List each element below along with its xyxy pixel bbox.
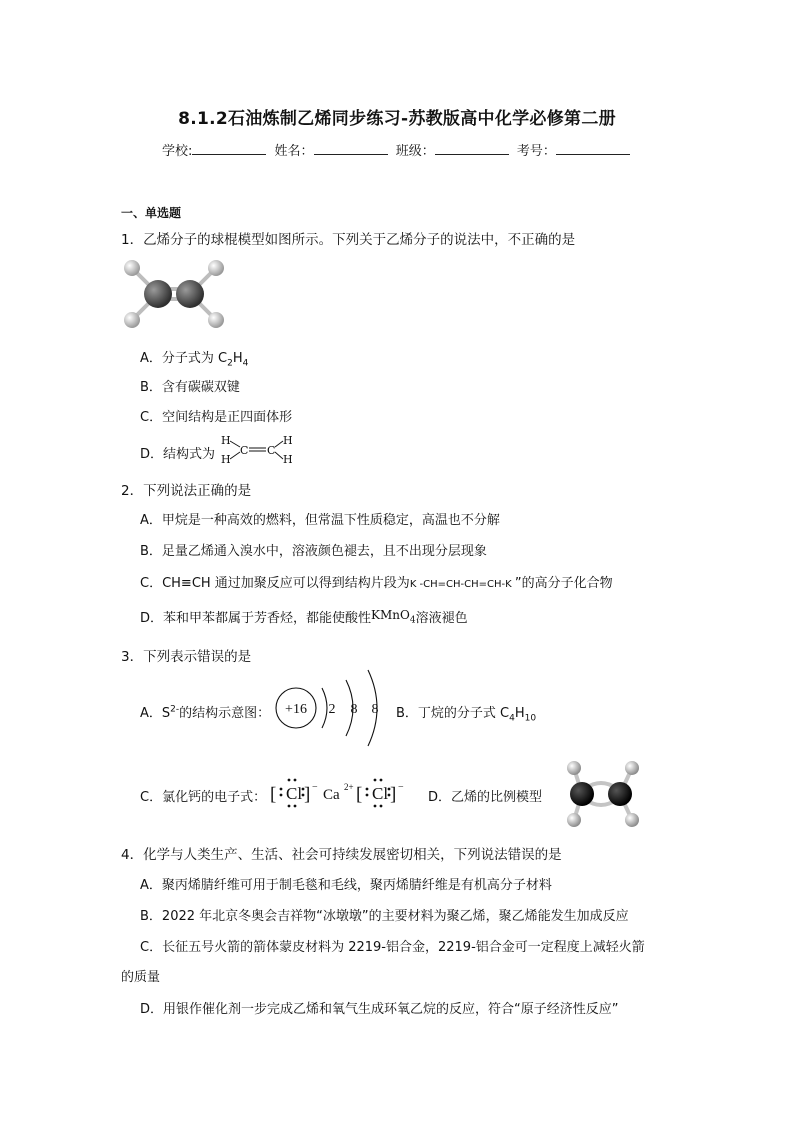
svg-text:Cl: Cl [372,784,389,803]
q2-option-a[interactable]: A．甲烷是一种高效的燃料，但常温下性质稳定，高温也不分解 [140,513,500,528]
svg-text:−: − [398,782,404,793]
shell-1-count: 2 [328,702,336,717]
svg-text:]: ] [390,784,397,805]
school-label: 学校: [162,144,193,159]
ethylene-structural-formula [218,432,294,466]
svg-text:H: H [221,434,231,447]
polymer-fragment: K -CH=CH-CH=CH-K [409,579,515,590]
info-line [162,140,634,159]
name-label: 姓名： [274,144,314,159]
q1-option-a[interactable]: A．分子式为 $C_2H_4$ [140,351,249,369]
page-title: 8.1.2石油炼制乙烯同步练习-苏教版高中化学必修第二册 [178,109,616,129]
class-blank[interactable] [435,142,509,155]
class-label: 班级： [395,144,435,159]
shell-2-count: 8 [350,702,358,717]
q3-stem: 3．下列表示错误的是 [121,649,252,665]
number-label: 考号： [516,144,556,159]
svg-text:2+: 2+ [344,782,354,792]
svg-text:C: C [267,444,276,457]
svg-text:C: C [240,444,249,457]
calcium-chloride-electron-formula [268,773,418,811]
school-blank[interactable] [192,142,266,155]
number-blank[interactable] [556,142,630,155]
q3-option-c[interactable]: C．氯化钙的电子式： [140,790,267,805]
q1-option-d[interactable]: D．结构式为 [140,447,216,462]
svg-text:[: [ [356,784,363,805]
ethylene-space-filling-image [560,758,656,832]
nucleus-label: +16 [285,702,307,717]
q3-option-a[interactable]: A．$S^{2-}$的结构示意图： [140,704,271,721]
q4-option-a[interactable]: A．聚丙烯腈纤维可用于制毛毯和毛线，聚丙烯腈纤维是有机高分子材料 [140,878,552,893]
q4-stem: 4．化学与人类生产、生活、社会可持续发展密切相关，下列说法错误的是 [121,847,562,863]
svg-text:]: ] [304,784,311,805]
svg-text:Cl: Cl [286,784,303,803]
q3-option-d[interactable]: D．乙烯的比例模型 [428,790,543,805]
sulfide-ion-structure-diagram [272,666,384,750]
kmno4-formula: KMnO$_4$ [371,608,416,626]
q2-option-b[interactable]: B．足量乙烯通入溴水中，溶液颜色褪去，且不出现分层现象 [140,544,487,559]
shell-3-count: 8 [371,702,379,717]
svg-text:[: [ [270,784,277,805]
q2-stem: 2．下列说法正确的是 [121,483,252,499]
svg-text:−: − [312,782,318,793]
q4-option-c[interactable]: C．长征五号火箭的箭体蒙皮材料为 2219-铝合金，2219-铝合金可一定程度上减轻火箭 [140,940,645,955]
q1-option-b[interactable]: B．含有碳碳双键 [140,380,240,395]
q2-option-d[interactable]: D．苯和甲苯都属于芳香烃，都能使酸性KMnO$_4$溶液褪色 [140,608,468,626]
q2-option-c[interactable]: C．CH≡CH 通过加聚反应可以得到结构片段为K -CH=CH-CH=CH-K ”的高分子化合物 [140,576,613,591]
svg-text:H: H [283,453,293,466]
q4-option-b[interactable]: B．2022 年北京冬奥会吉祥物“冰墩墩”的主要材料为聚乙烯，聚乙烯能发生加成反应 [140,909,629,924]
q1-option-c[interactable]: C．空间结构是正四面体形 [140,410,293,425]
svg-text:H: H [221,453,231,466]
section-heading: 一、单选题 [121,206,182,220]
q3-option-b[interactable]: B．丁烷的分子式 $C_4H_{10}$ [396,706,537,724]
q1-stem: 1．乙烯分子的球棍模型如图所示。下列关于乙烯分子的说法中，不正确的是 [121,232,576,248]
svg-text:Ca: Ca [323,787,340,803]
q4-option-d[interactable]: D．用银作催化剂一步完成乙烯和氧气生成环氧乙烷的反应，符合“原子经济性反应” [140,1002,619,1017]
name-blank[interactable] [314,142,388,155]
svg-text:H: H [283,434,293,447]
q4-option-c-continued: 的质量 [121,970,161,985]
ethylene-ball-stick-image [114,256,234,332]
